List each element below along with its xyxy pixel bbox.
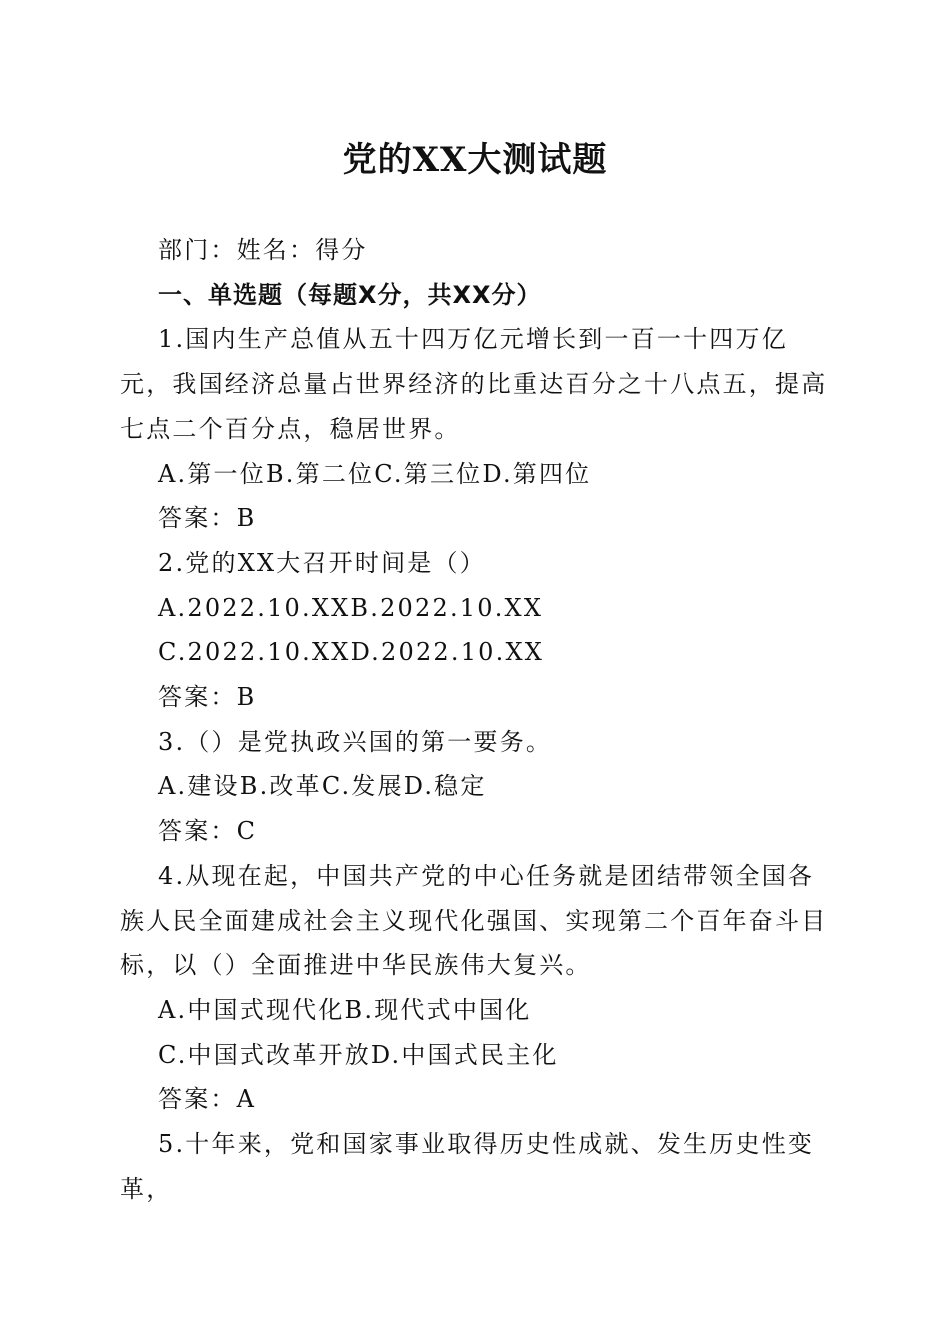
question-options: A.建设B.改革C.发展D.稳定	[158, 772, 487, 801]
document-title: 党的XX大测试题	[342, 140, 608, 180]
question-options: C.2022.10.XXD.2022.10.XX	[158, 638, 545, 667]
question-options: A.2022.10.XXB.2022.10.XX	[158, 593, 544, 622]
question-stem: 4.从现在起，中国共产党的中心任务就是团结带领全国各族人民全面建成社会主义现代化强国、实现第二个百年奋斗目标，以（）全面推进中华民族伟大复兴。	[120, 861, 828, 980]
question-stem: 5.十年来，党和国家事业取得历史性成就、发生历史性变革，	[120, 1130, 815, 1203]
question-stem: 3.（）是党执政兴国的第一要务。	[158, 727, 553, 756]
header-line: 部门：姓名：得分	[158, 236, 368, 264]
question-options: C.中国式改革开放D.中国式民主化	[158, 1040, 559, 1069]
section-title: 一、单选题（每题X分，共XX分）	[158, 280, 542, 309]
document-body	[120, 228, 835, 1211]
question-answer: 答案：B	[158, 504, 257, 533]
question-options: A.第一位B.第二位C.第三位D.第四位	[158, 459, 592, 488]
question-answer: 答案：A	[158, 1085, 257, 1114]
question-answer: 答案：B	[158, 683, 257, 712]
question-options: A.中国式现代化B.现代式中国化	[158, 995, 532, 1024]
question-stem: 1.国内生产总值从五十四万亿元增长到一百一十四万亿元，我国经济总量占世界经济的比重达百分之十八点五，提高七点二个百分点，稳居世界。	[120, 325, 828, 443]
question-stem: 2.党的XX大召开时间是（）	[158, 548, 486, 577]
question-answer: 答案：C	[158, 817, 258, 846]
